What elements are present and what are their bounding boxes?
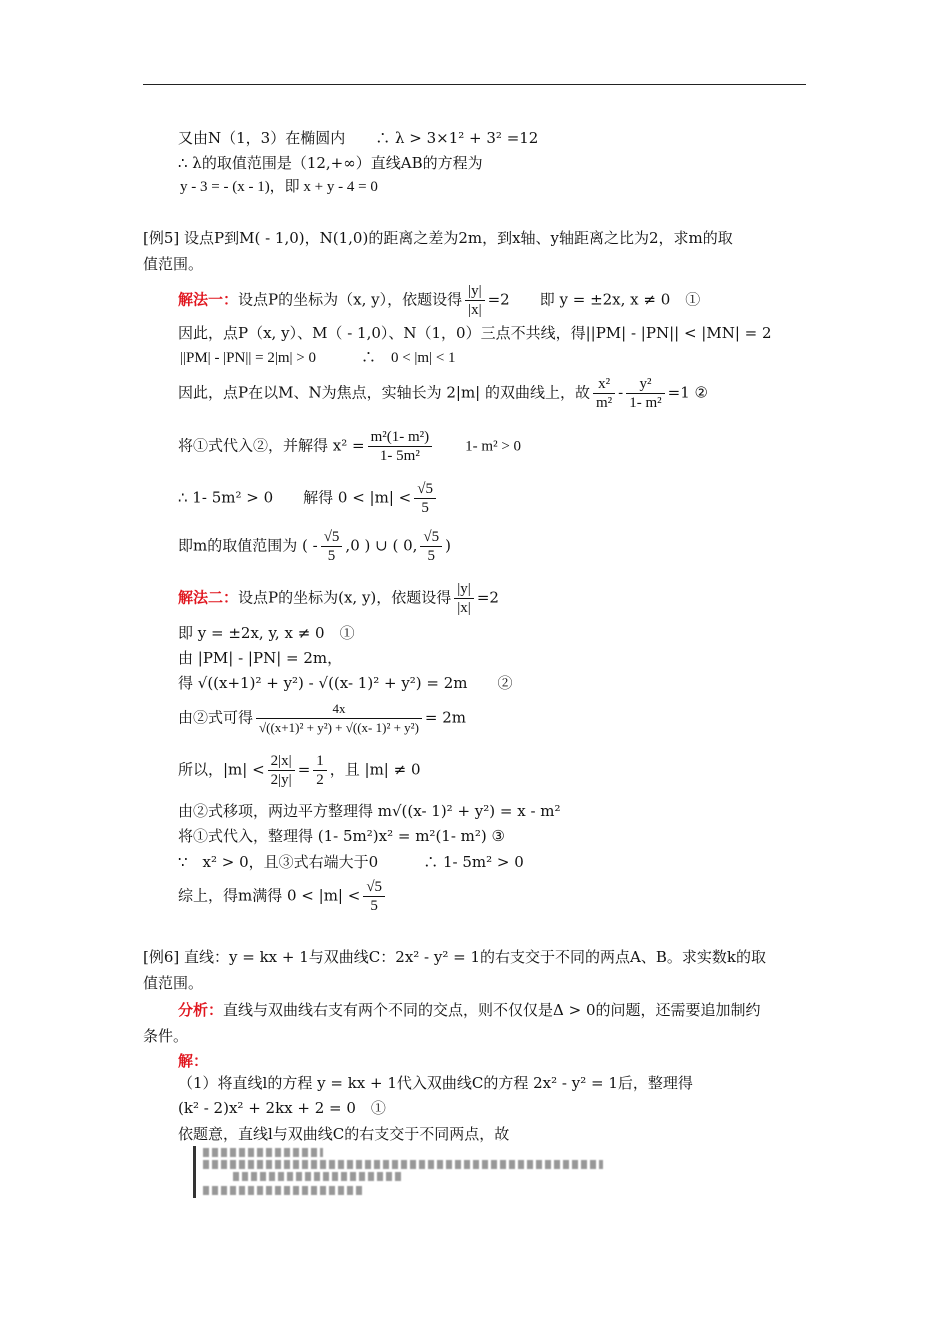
text-line: 值范围。 bbox=[143, 974, 204, 992]
text-line: 依题意，直线l与双曲线C的右支交于不同两点，故 bbox=[178, 1125, 510, 1143]
text-line: 由②式移项，两边平方整理得 m√((x- 1)² + y²) = x - m² bbox=[178, 802, 561, 820]
fraction: $\frac{\text{y²}}{\text{1- m²}}$ bbox=[626, 375, 664, 412]
analysis-label: 分析： bbox=[178, 1001, 224, 1019]
text-line: ∴ λ的取值范围是（12,+∞）直线AB的方程为 bbox=[178, 154, 483, 172]
text-line: 又由N（1，3）在椭圆内 ∴ λ > 3×1² + 3² =12 bbox=[178, 129, 539, 147]
text-line: 所以，|m| < $\frac{2|x|}{2|y|}$ = $\frac{1}{2}$ ，且 |m| ≠ 0 bbox=[178, 753, 421, 788]
blurred-row bbox=[203, 1148, 323, 1157]
text-line: 即 y = ±2x, y, x ≠ 0 ① bbox=[178, 624, 355, 642]
fraction: $\frac{√5}{5}$ bbox=[420, 528, 442, 565]
text-line: 由 |PM| - |PN| = 2m， bbox=[178, 649, 343, 667]
fraction: $\frac{4x}{\text{√((x+1)² + y²) + √((x- 1)² + y²)}}$ bbox=[256, 700, 422, 737]
text-line: (k² - 2)x² + 2kx + 2 = 0 ① bbox=[178, 1099, 386, 1117]
example-6-heading: [例6] 直线：y = kx + 1与双曲线C：2x² - y² = 1的右支交于不同的两点A、B。求实数k的取 bbox=[143, 948, 766, 966]
fraction: $\frac{|y|}{|x|}$ bbox=[465, 282, 485, 319]
text-line: ∵ x² > 0，且③式右端大于0 ∴ 1- 5m² > 0 bbox=[178, 853, 524, 871]
text-line: y - 3 = - (x - 1)，即 x + y - 4 = 0 bbox=[180, 179, 378, 195]
text-line: 即m的取值范围为 ( - $\frac{√5}{5}$ ,0 ) ∪ ( 0, $\frac{√5}{5}$ ) bbox=[178, 529, 451, 564]
text-line: 条件。 bbox=[143, 1027, 189, 1045]
text-line: 将①式代入②，并解得 x² = $\frac{\text{m²(1- m²)}}{\text{1- 5m²}}$ 1- m² > 0 bbox=[178, 429, 522, 464]
text-line: 综上，得m满得 0 < |m| < $\frac{√5}{5}$ bbox=[178, 878, 388, 915]
text-line: （1）将直线l的方程 y = kx + 1代入双曲线C的方程 2x² - y² = 1后，整理得 bbox=[178, 1074, 693, 1092]
solution-label: 解： bbox=[178, 1052, 209, 1070]
analysis-line: 分析：直线与双曲线右支有两个不同的交点，则不仅仅是Δ > 0的问题，还需要追加制约 bbox=[178, 1001, 761, 1019]
solution-2-line: 解法二：设点P的坐标为(x, y)，依题设得 $\frac{|y|}{|x|}$ =2 bbox=[178, 581, 499, 616]
text-line: 由②式可得 $\frac{4x}{\text{√((x+1)² + y²) + √((x- 1)² + y²)}}$ = 2m bbox=[178, 701, 467, 735]
solution-1-label: 解法一： bbox=[178, 290, 239, 309]
fraction: $\frac{√5}{5}$ bbox=[321, 528, 343, 565]
text-line: ∴ 1- 5m² > 0 解得 0 < |m| < $\frac{√5}{5}$ bbox=[178, 480, 439, 517]
example-5-heading: [例5] 设点P到M( - 1,0)，N(1,0)的距离之差为2m，到x轴、y轴距离之比为2，求m的取 bbox=[143, 229, 733, 247]
fraction: $\frac{2|x|}{2|y|}$ bbox=[268, 752, 295, 789]
blurred-row bbox=[233, 1172, 403, 1181]
fraction: $\frac{|y|}{|x|}$ bbox=[454, 580, 474, 617]
solution-1-line: 解法一：设点P的坐标为（x, y），依题设得 $\frac{|y|}{|x|}$ =2 即 y = ±2x, x ≠ 0 ① bbox=[178, 283, 701, 318]
text-line: 因此，点P（x, y）、M（ - 1,0）、N（1，0）三点不共线，得||PM| - |PN|| < |MN| = 2 bbox=[178, 324, 772, 342]
brace bbox=[193, 1146, 196, 1198]
fraction: $\frac{\text{x²}}{\text{m²}}$ bbox=[593, 375, 615, 412]
blurred-row bbox=[203, 1186, 363, 1195]
solution-2-label: 解法二： bbox=[178, 588, 239, 607]
text-line: 得 √((x+1)² + y²) - √((x- 1)² + y²) = 2m ② bbox=[178, 674, 513, 692]
text-line: 值范围。 bbox=[143, 255, 204, 273]
equation-system-image bbox=[193, 1146, 613, 1198]
fraction: $\frac{1}{2}$ bbox=[313, 752, 327, 789]
text-line: 因此，点P在以M、N为焦点，实轴长为 2|m| 的双曲线上，故 $\frac{\text{x²}}{\text{m²}}$ - $\frac{\text{y²}}{\text{1- m²}}$ =1 ② bbox=[178, 376, 708, 411]
text-line: ||PM| - |PN|| = 2|m| > 0 ∴ 0 < |m| < 1 bbox=[180, 350, 456, 366]
fraction: $\frac{√5}{5}$ bbox=[363, 878, 385, 915]
blurred-row bbox=[203, 1160, 603, 1169]
text-line: 将①式代入，整理得 (1- 5m²)x² = m²(1- m²) ③ bbox=[178, 827, 505, 845]
fraction: $\frac{\text{m²(1- m²)}}{\text{1- 5m²}}$ bbox=[368, 428, 433, 465]
header-rule bbox=[143, 84, 806, 85]
fraction: $\frac{√5}{5}$ bbox=[414, 480, 436, 517]
